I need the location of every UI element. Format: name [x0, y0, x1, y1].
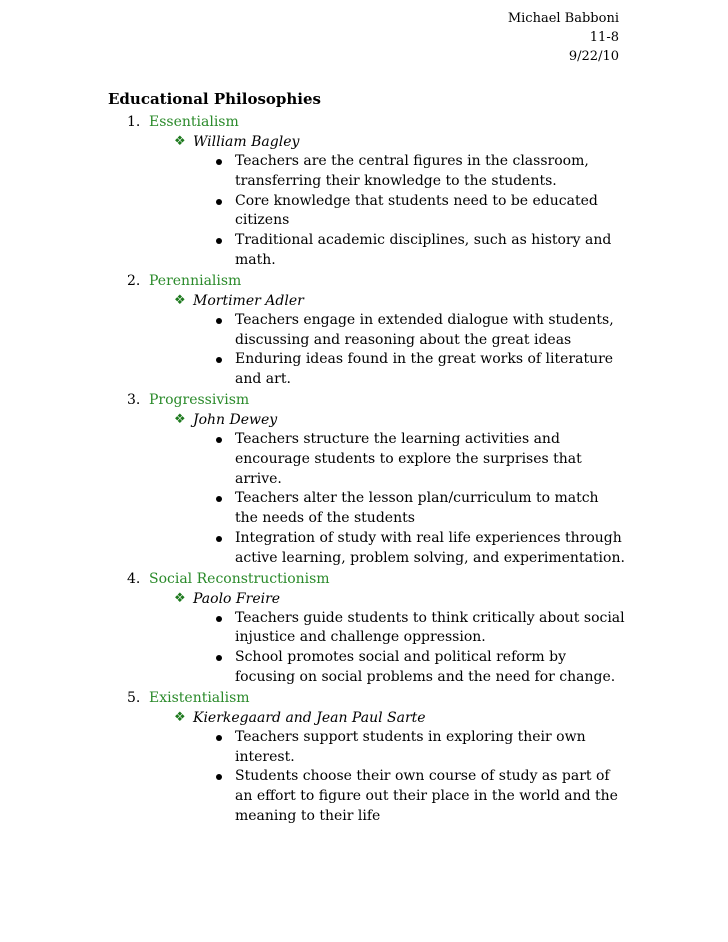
bullet-dot-icon [216, 496, 222, 502]
bullet-dot-icon [216, 655, 222, 661]
bullet-dot-icon [216, 616, 222, 622]
section-name: Existentialism [149, 689, 250, 706]
section-name: Essentialism [149, 114, 239, 130]
list-item [0, 648, 625, 688]
philosopher-row [0, 410, 728, 430]
diamond-bullet-icon: ❖ [174, 709, 186, 725]
bullet-dot-icon [216, 159, 222, 165]
list-item-text: Core knowledge that students need to be educated citizens [235, 192, 598, 229]
section-name: Perennialism [149, 272, 242, 289]
class-code: 11-8 [589, 30, 619, 45]
document-date: 9/22/10 [568, 49, 619, 64]
list-item-text: Traditional academic disciplines, such as history and math. [235, 232, 612, 268]
philosophy-section [0, 688, 728, 827]
philosopher-row [0, 708, 728, 728]
diamond-bullet-icon: ❖ [174, 134, 186, 149]
document-title: Educational Philosophies [108, 90, 321, 108]
list-item [0, 767, 625, 826]
section-heading [0, 271, 728, 291]
bullet-dot-icon [216, 437, 222, 443]
section-name: Social Reconstructionism [149, 570, 330, 587]
bullet-dot-icon [216, 318, 222, 324]
list-item-text: Enduring ideas found in the great works of literature and art. [235, 351, 614, 388]
section-name: Progressivism [149, 391, 250, 408]
bullet-dot-icon [216, 536, 222, 542]
list-item-text: Teachers support students in exploring their own interest. [235, 728, 586, 765]
list-item-text: Teachers alter the lesson plan/curriculum to match the needs of the students [235, 490, 599, 527]
philosophy-section [0, 112, 728, 271]
bullet-dot-icon [216, 774, 222, 780]
list-item-text: Teachers guide students to think critically about social injustice and challenge oppression. [235, 609, 625, 646]
list-item [0, 728, 625, 768]
section-heading [0, 688, 728, 708]
diamond-bullet-icon: ❖ [174, 292, 186, 308]
philosopher-name: William Bagley [193, 134, 300, 150]
bullet-dot-icon [216, 238, 222, 244]
philosopher-name: Mortimer Adler [193, 292, 304, 309]
list-item-text: Teachers are the central figures in the classroom, transferring their knowledge to the students. [235, 153, 589, 189]
list-item-text: Students choose their own course of study as part of an effort to figure out their place in the world and the meaning to their life [235, 768, 618, 824]
philosophy-section [0, 271, 728, 390]
list-item [0, 609, 625, 649]
diamond-bullet-icon: ❖ [174, 590, 186, 606]
philosopher-name: Paolo Freire [193, 590, 281, 607]
list-item [0, 152, 625, 192]
section-number: 4. [127, 570, 141, 587]
author-name: Michael Babboni [507, 11, 619, 26]
bullet-dot-icon [216, 199, 222, 205]
bullet-dot-icon [216, 357, 222, 363]
section-heading [0, 390, 728, 410]
list-item-text: Integration of study with real life experiences through active learning, problem solving, and experimentation. [235, 529, 625, 566]
list-item-text: School promotes social and political reform by focusing on social problems and the need for change. [235, 649, 616, 685]
philosophy-section [0, 390, 728, 569]
philosopher-name: Kierkegaard and Jean Paul Sarte [193, 709, 426, 726]
philosopher-row [0, 291, 728, 311]
philosopher-row [0, 132, 728, 152]
section-number: 5. [127, 689, 141, 706]
list-item [0, 489, 625, 529]
header-block [508, 9, 619, 66]
list-item [0, 529, 625, 569]
diamond-bullet-icon: ❖ [174, 411, 186, 427]
section-heading [0, 569, 728, 589]
section-number: 2. [127, 272, 141, 289]
list-item-text: Teachers structure the learning activities and encourage students to explore the surprises that arrive. [235, 430, 582, 487]
section-heading [0, 112, 728, 132]
list-item [0, 430, 625, 489]
philosopher-row [0, 589, 728, 609]
section-number: 3. [127, 391, 141, 408]
bullet-dot-icon [216, 735, 222, 741]
philosophy-section [0, 569, 728, 688]
section-number: 1. [127, 114, 141, 130]
list-item [0, 350, 625, 390]
philosophy-list [0, 112, 728, 827]
list-item [0, 231, 625, 271]
philosopher-name: John Dewey [193, 411, 278, 428]
list-item [0, 192, 625, 232]
list-item-text: Teachers engage in extended dialogue with students, discussing and reasoning about the great ideas [235, 311, 614, 348]
list-item [0, 311, 625, 351]
